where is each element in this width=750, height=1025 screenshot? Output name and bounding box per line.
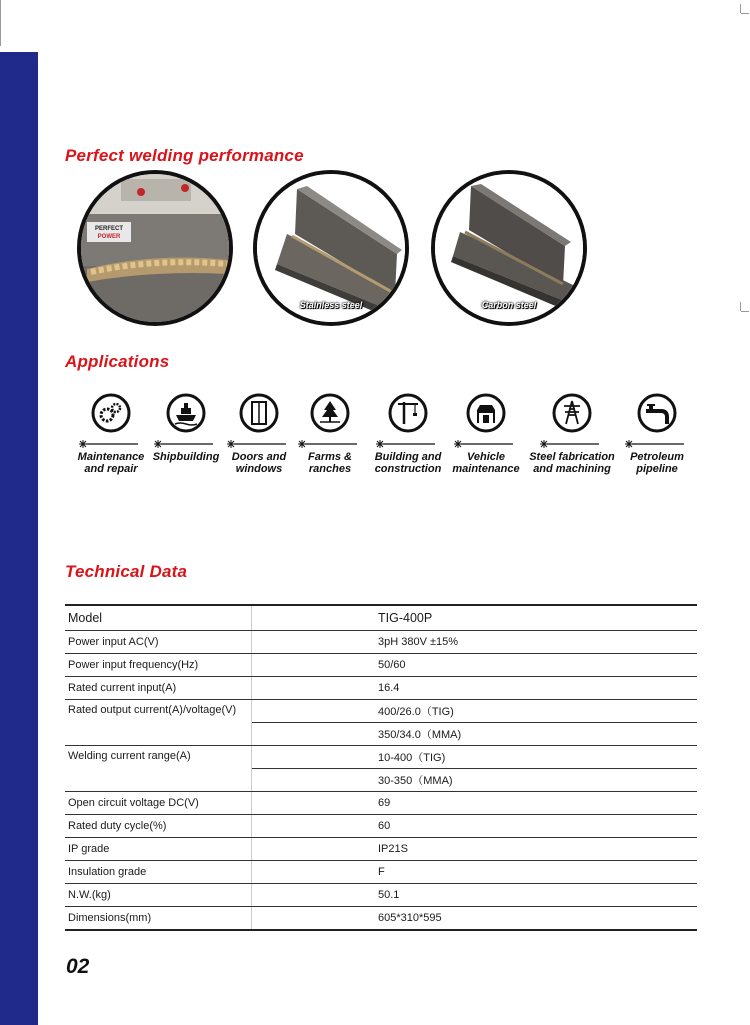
- application-label: and repair: [84, 463, 138, 475]
- spec-label: IP grade: [65, 838, 252, 861]
- table-row: [65, 838, 697, 861]
- application-label: pipeline: [636, 463, 678, 475]
- spec-value: 3pH 380V ±15%: [252, 631, 698, 654]
- tower-icon: [552, 393, 592, 433]
- application-label: Shipbuilding: [152, 451, 220, 463]
- technical-data-table: [65, 604, 697, 931]
- spec-value: 60: [252, 815, 698, 838]
- application-label: Farms &: [307, 451, 353, 463]
- spec-value: 350/34.0（MMA): [252, 723, 698, 746]
- spec-value: 605*310*595: [252, 907, 698, 931]
- spec-label: Power input frequency(Hz): [65, 654, 252, 677]
- application-label: and machining: [533, 463, 611, 475]
- spec-value: IP21S: [252, 838, 698, 861]
- application-item: [614, 393, 700, 475]
- spec-label: Open circuit voltage DC(V): [65, 792, 252, 815]
- photo-caption-carbon: Carbon steel: [481, 300, 537, 310]
- table-header-label: Model: [65, 605, 252, 631]
- applications-title: Applications: [65, 352, 170, 371]
- table-header-value: TIG-400P: [252, 605, 698, 631]
- table-row: [65, 815, 697, 838]
- application-label: maintenance: [452, 463, 520, 475]
- technical-data-title: Technical Data: [65, 562, 188, 581]
- carbon-steel-photo: [431, 170, 587, 326]
- spec-label: Welding current range(A): [65, 746, 252, 792]
- spec-value: F: [252, 861, 698, 884]
- car-lift-icon: [466, 393, 506, 433]
- spec-value: 16.4: [252, 677, 698, 700]
- spec-value: 400/26.0（TIG): [252, 700, 698, 723]
- crop-mark: [740, 302, 741, 311]
- page-number: 02: [66, 955, 90, 978]
- spec-label: Rated current input(A): [65, 677, 252, 700]
- tree-icon: [310, 393, 350, 433]
- application-label: Steel fabrication: [529, 451, 615, 463]
- application-label: Doors and: [231, 451, 287, 463]
- door-icon: [239, 393, 279, 433]
- spec-value: 69: [252, 792, 698, 815]
- svg-text:POWER: POWER: [97, 234, 121, 240]
- spec-label: Rated output current(A)/voltage(V): [65, 700, 252, 746]
- table-row: [65, 677, 697, 700]
- ship-icon: [166, 393, 206, 433]
- application-label: Vehicle: [466, 451, 506, 463]
- application-item: [287, 393, 373, 475]
- pipe-icon: [637, 393, 677, 433]
- spec-label: N.W.(kg): [65, 884, 252, 907]
- weld-closeup-photo: [77, 170, 233, 326]
- application-label: windows: [235, 463, 283, 475]
- spec-value: 50.1: [252, 884, 698, 907]
- table-row: [65, 654, 697, 677]
- crop-mark: [0, 0, 1, 46]
- svg-text:PERFECT: PERFECT: [94, 226, 124, 232]
- crop-mark: [741, 13, 749, 14]
- application-item: [443, 393, 529, 475]
- stainless-steel-photo: [253, 170, 409, 326]
- spec-value: 50/60: [252, 654, 698, 677]
- table-row: [65, 884, 697, 907]
- table-row: [65, 907, 697, 931]
- spec-label: Power input AC(V): [65, 631, 252, 654]
- crane-icon: [388, 393, 428, 433]
- table-row: [65, 792, 697, 815]
- crop-mark: [741, 311, 749, 312]
- spec-label: Insulation grade: [65, 861, 252, 884]
- photo-caption-stainless: Stainless steel: [299, 300, 363, 310]
- side-color-bar: [0, 52, 38, 1025]
- welding-performance-title: Perfect welding performance: [65, 146, 304, 165]
- application-item: [529, 393, 615, 475]
- application-label: construction: [374, 463, 442, 475]
- crop-mark: [740, 4, 741, 13]
- spec-value: 10-400（TIG): [252, 746, 698, 769]
- application-item: [365, 393, 451, 475]
- gears-icon: [91, 393, 131, 433]
- table-row: [65, 631, 697, 654]
- spec-label: Rated duty cycle(%): [65, 815, 252, 838]
- application-item: [68, 393, 154, 475]
- spec-value: 30-350（MMA): [252, 769, 698, 792]
- table-row: [65, 700, 697, 723]
- application-label: ranches: [308, 463, 352, 475]
- table-header-row: [65, 605, 697, 631]
- application-label: Petroleum: [630, 451, 684, 463]
- application-label: Building and: [374, 451, 442, 463]
- application-label: Maintenance: [77, 451, 145, 463]
- table-row: [65, 746, 697, 769]
- table-row: [65, 861, 697, 884]
- spec-label: Dimensions(mm): [65, 907, 252, 931]
